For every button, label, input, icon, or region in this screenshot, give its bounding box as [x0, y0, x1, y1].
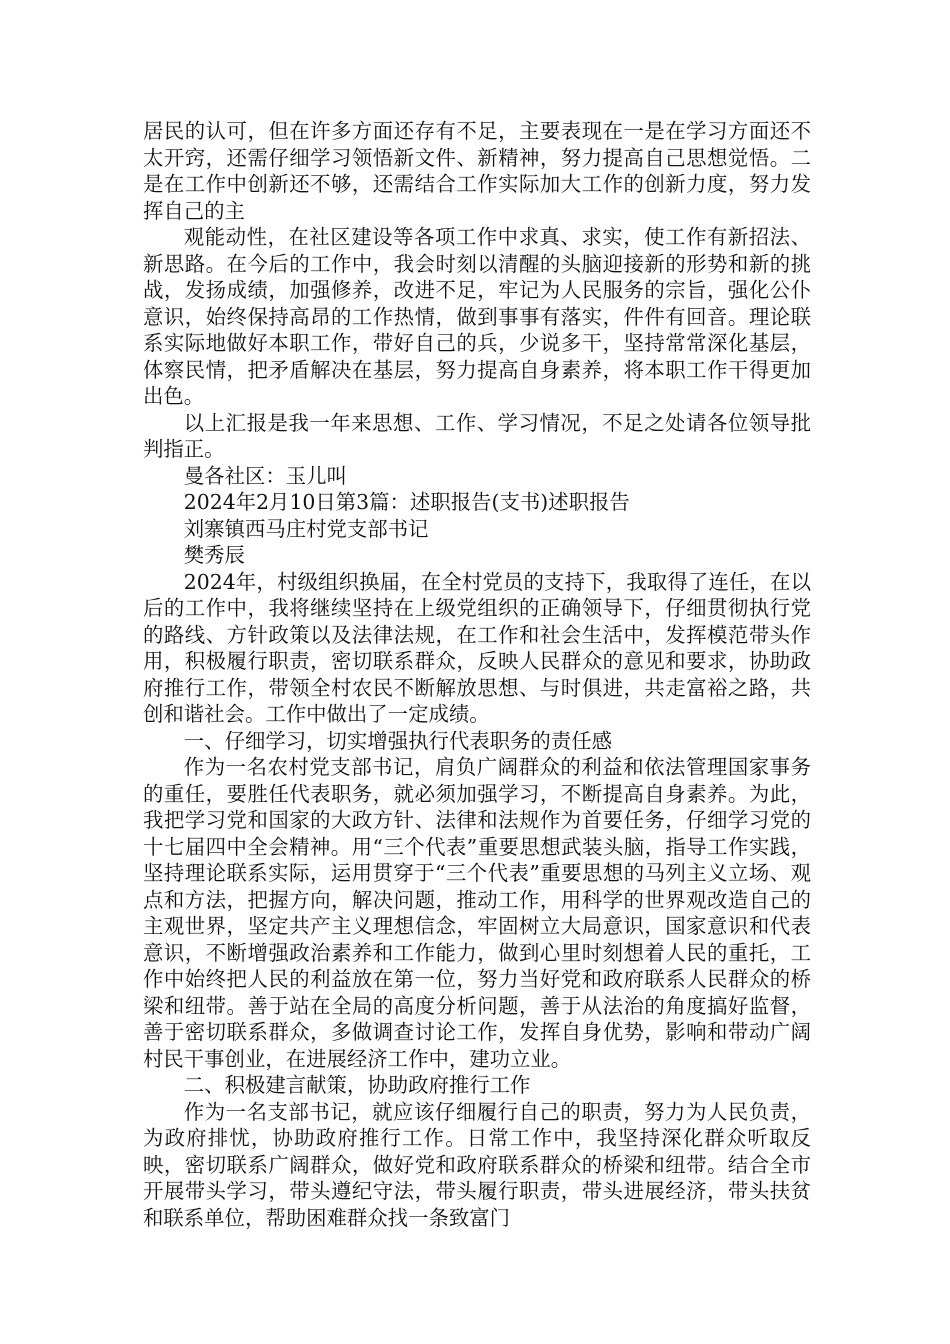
- author-position: 刘寨镇西马庄村党支部书记: [183, 516, 429, 541]
- paragraph-section-2: 作为一名支部书记，就应该仔细履行自己的职责，努力为人民负责，为政府排忧，协助政府推行工作。日常工作中，我坚持深化群众听取反映，密切联系广阔群众，做好党和政府联系群众的桥梁和纽带。结合全市开展带头学习，带头遵纪守法，带头履行职责，带头进展经济，带头扶贫和联系单位，帮助困难群众找一条致富门: [143, 1099, 811, 1230]
- paragraph-intro: 2024年，村级组织换届，在全村党员的支持下，我取得了连任，在以后的工作中，我将继续坚持在上级党组织的正确领导下，仔细贯彻执行党的路线、方针政策以及法律法规，在工作和社会生活中，发挥模范带头作用，积极履行职责，密切联系群众，反映人民群众的意见和要求，协助政府推行工作，带领全村农民不断解放思想、与时俱进，共走富裕之路，共创和谐社会。工作中做出了一定成绩。: [143, 569, 811, 726]
- paragraph-1: 居民的认可，但在许多方面还存有不足，主要表现在一是在学习方面还不太开窍，还需仔细学习领悟新文件、新精神，努力提高自己思想觉悟。二是在工作中创新还不够，还需结合工作实际加大工作的创新力度，努力发挥自己的主: [143, 119, 811, 223]
- paragraph-3: 以上汇报是我一年来思想、工作、学习情况，不足之处请各位领导批判指正。: [143, 410, 811, 461]
- date-and-section-title: 2024年2月10日第3篇：述职报告(支书)述职报告: [183, 490, 630, 514]
- signature-community: 曼各社区：玉儿叫: [183, 463, 347, 488]
- section-heading-1: 一、仔细学习，切实增强执行代表职务的责任感: [183, 728, 612, 753]
- document-page: [143, 118, 811, 1231]
- author-name: 樊秀辰: [183, 543, 245, 567]
- paragraph-section-1: 作为一名农村党支部书记，肩负广阔群众的利益和依法管理国家事务的重任，要胜任代表职务，就必须加强学习，不断提高自身素养。为此，我把学习党和国家的大政方针、法律和法规作为首要任务，仔细学习党的十七届四中全会精神。用“三个代表”重要思想武装头脑，指导工作实践，坚持理论联系实际，运用贯穿于“三个代表”重要思想的马列主义立场、观点和方法，把握方向，解决问题，推动工作，用科学的世界观改造自己的主观世界，坚定共产主义理想信念，牢固树立大局意识，国家意识和代表意识，不断增强政治素养和工作能力，做到心里时刻想着人民的重托，工作中始终把人民的利益放在第一位，努力当好党和政府联系人民群众的桥梁和纽带。善于站在全局的高度分析问题，善于从法治的角度搞好监督，善于密切联系群众，多做调查讨论工作，发挥自身优势，影响和带动广阔村民干事创业，在进展经济工作中，建功立业。: [143, 755, 811, 1071]
- paragraph-2: 观能动性，在社区建设等各项工作中求真、求实，使工作有新招法、新思路。在今后的工作中，我会时刻以清醒的头脑迎接新的形势和新的挑战，发扬成绩，加强修养，改进不足，牢记为人民服务的宗旨，强化公仆意识，始终保持高昂的工作热情，做到事事有落实，件件有回音。理论联系实际地做好本职工作，带好自己的兵，少说多干，坚持常常深化基层，体察民情，把矛盾解决在基层，努力提高自身素养，将本职工作干得更加出色。: [143, 225, 811, 408]
- section-heading-2: 二、积极建言献策，协助政府推行工作: [183, 1073, 531, 1097]
